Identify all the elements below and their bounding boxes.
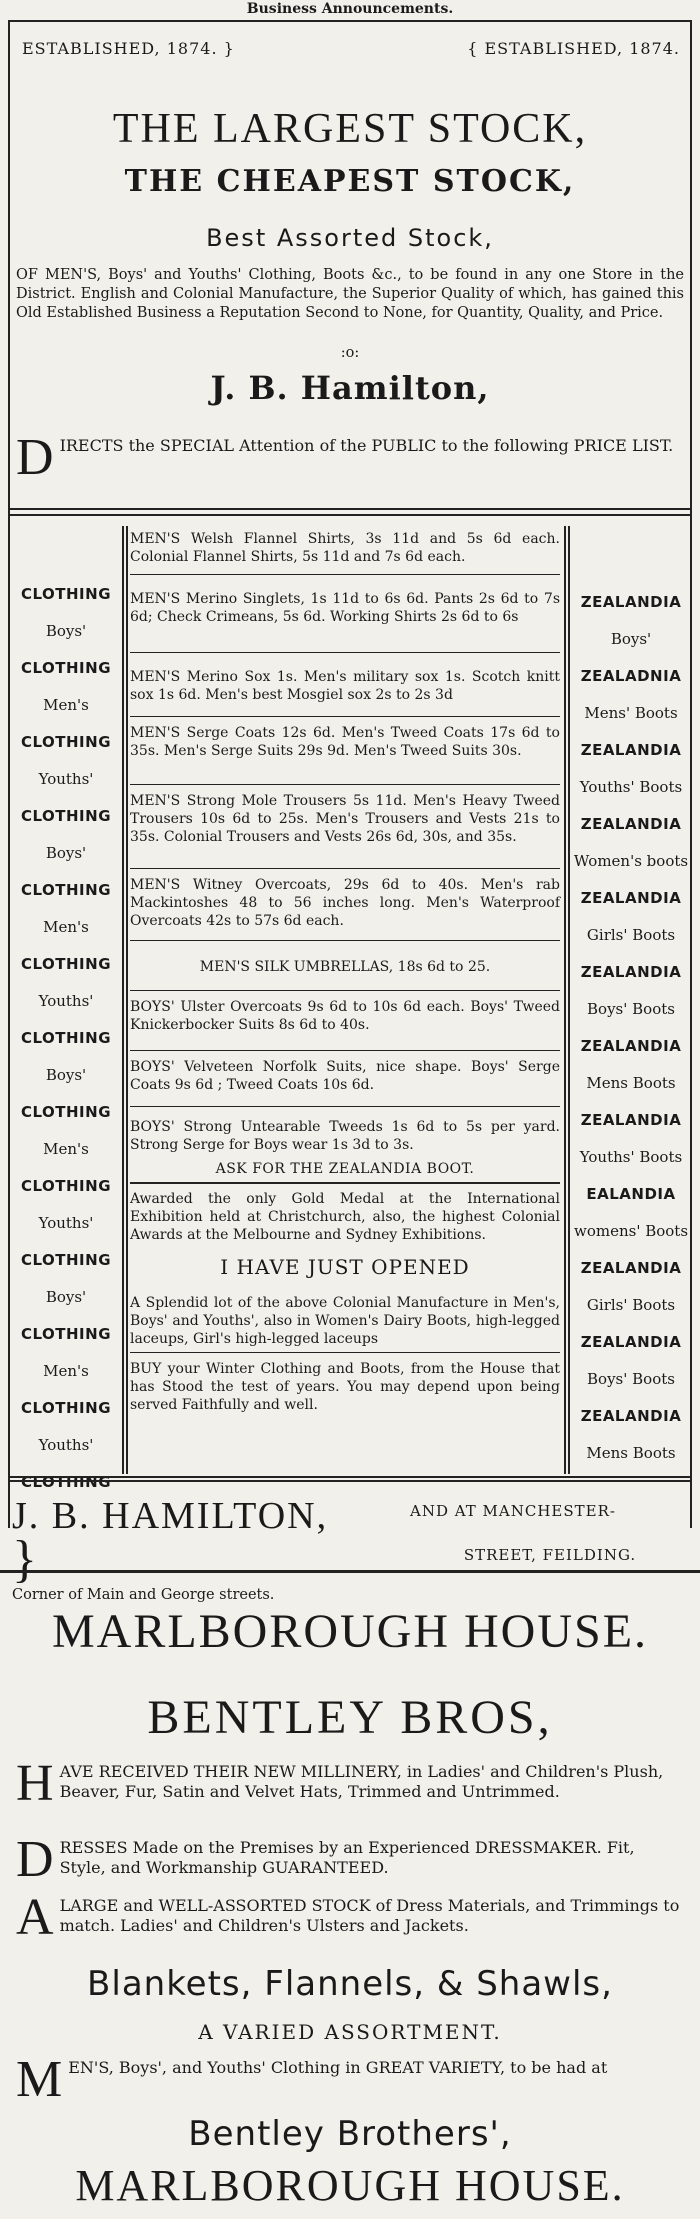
right-label: Youths' Boots bbox=[579, 778, 683, 796]
left-label: Youths' bbox=[38, 770, 94, 788]
item-rule bbox=[130, 716, 560, 717]
right-label: Boys' Boots bbox=[587, 1000, 675, 1018]
right-label: ZEALANDIA bbox=[580, 593, 682, 611]
item-rule bbox=[130, 990, 560, 991]
bentley-bros-name: BENTLEY BROS, bbox=[147, 1691, 553, 1744]
price-list-top-rule bbox=[8, 508, 692, 510]
dropcap-h: H bbox=[16, 1755, 54, 1812]
splendid-lot-paragraph: A Splendid lot of the above Colonial Manufacture in Men's, Boys' and Youths', also in Women's Dairy Boots, high-legged laceups, Girl's high-legged laceups bbox=[130, 1295, 560, 1347]
right-label: ZEALANDIA bbox=[580, 1333, 682, 1351]
price-item-mole-trousers: MEN'S Strong Mole Trousers 5s 11d. Men's Heavy Tweed Trousers 10s 6d to 25s. Men's Trousers and Vests 21s to 35s. Colonial Trousers and Vests 26s 6d, 30s, and 35s. bbox=[130, 793, 560, 845]
price-item-welsh-flannel: MEN'S Welsh Flannel Shirts, 3s 11d and 5s 6d each. Colonial Flannel Shirts, 5s 11d and 7s 6d each. bbox=[130, 531, 560, 565]
merchant-name: J. B. Hamilton, bbox=[210, 369, 490, 407]
right-label: ZEALANDIA bbox=[580, 1111, 682, 1129]
price-item-serge-coats: MEN'S Serge Coats 12s 6d. Men's Tweed Coats 17s 6d to 35s. Men's Serge Suits 29s 9d. Men's Tweed Suits 30s. bbox=[130, 725, 560, 759]
right-label: ZEALANDIA bbox=[580, 741, 682, 759]
item-rule bbox=[130, 940, 560, 941]
left-label: Youths' bbox=[38, 1214, 94, 1232]
price-item-ulster-overcoats: BOYS' Ulster Overcoats 9s 6d to 10s 6d each. Boys' Tweed Knickerbocker Suits 8s 6d to 40s. bbox=[130, 999, 560, 1033]
left-label: CLOTHING bbox=[20, 1399, 111, 1417]
left-column bbox=[10, 576, 122, 1501]
right-label: Boys' bbox=[610, 630, 652, 648]
marlborough-house-title: MARLBOROUGH HOUSE. bbox=[51, 1605, 649, 1658]
left-label: CLOTHING bbox=[20, 881, 111, 899]
price-col-right-rule bbox=[564, 526, 566, 1474]
right-label: Mens Boots bbox=[586, 1444, 676, 1462]
left-label: CLOTHING bbox=[20, 807, 111, 825]
dropcap-d2: D bbox=[16, 1831, 54, 1888]
established-right: { ESTABLISHED, 1874. bbox=[467, 39, 680, 58]
right-label: ZEALANDIA bbox=[580, 963, 682, 981]
right-label: Youths' Boots bbox=[579, 1148, 683, 1166]
right-label: Mens' Boots bbox=[584, 704, 678, 722]
left-label: CLOTHING bbox=[20, 1251, 111, 1269]
left-label: Men's bbox=[43, 1362, 89, 1380]
hamilton-footer-left bbox=[12, 1494, 362, 1605]
price-item-silk-umbrellas: MEN'S SILK UMBRELLAS, 18s 6d to 25. bbox=[199, 959, 491, 975]
right-label: Girls' Boots bbox=[586, 926, 676, 944]
left-label: CLOTHING bbox=[20, 659, 111, 677]
item-rule bbox=[130, 1106, 560, 1107]
price-item-norfolk-suits: BOYS' Velveteen Norfolk Suits, nice shape. Boys' Serge Coats 9s 6d ; Tweed Coats 10s 6d. bbox=[130, 1059, 560, 1093]
item-rule bbox=[130, 1182, 560, 1184]
right-label: ZEALANDIA bbox=[580, 1407, 682, 1425]
ad-border-right bbox=[690, 20, 692, 1528]
header-rule bbox=[8, 20, 692, 22]
blankets-heading: Blankets, Flannels, & Shawls, bbox=[87, 1964, 613, 2004]
right-label: ZEALANDIA bbox=[580, 815, 682, 833]
marlborough-house-bottom: MARLBOROUGH HOUSE. bbox=[75, 2161, 625, 2210]
dropcap-a: A bbox=[16, 1889, 54, 1946]
intro-paragraph: OF MEN'S, Boys' and Youths' Clothing, Boots &c., to be found in any one Store in the District. English and Colonial Manufacture, the Superior Quality of which, has gained this Old Established Business a Reputation Second to None, for Quantity, Quality, and Price. bbox=[16, 267, 684, 321]
right-label: Women's boots bbox=[573, 852, 689, 870]
right-label: Boys' Boots bbox=[587, 1370, 675, 1388]
millinery-paragraph: H AVE RECEIVED THEIR NEW MILLINERY, in Ladies' and Children's Plush, Beaver, Fur, Satin and Velvet Hats, Trimmed and Untrimmed. bbox=[16, 1755, 664, 1812]
price-list-top-rule-2 bbox=[8, 514, 692, 516]
right-label: Mens Boots bbox=[586, 1074, 676, 1092]
left-label: Youths' bbox=[38, 1436, 94, 1454]
price-item-merino-sox: MEN'S Merino Sox 1s. Men's military sox 1s. Scotch knitt sox 1s 6d. Men's best Mosgiel sox 2s to 2s 3d bbox=[130, 669, 560, 703]
left-label: Youths' bbox=[38, 992, 94, 1010]
price-col-left-rule-2 bbox=[126, 526, 128, 1474]
price-item-witney-overcoats: MEN'S Witney Overcoats, 29s 6d to 40s. Men's rab Mackintoshes 48 to 56 inches long. Men's Waterproof Overcoats 42s to 57s 6d each. bbox=[130, 877, 560, 929]
zealandia-boot-tagline: ASK FOR THE ZEALANDIA BOOT. bbox=[215, 1161, 475, 1177]
left-label: CLOTHING bbox=[20, 1325, 111, 1343]
footer-feilding: STREET, FEILDING. bbox=[463, 1546, 637, 1564]
item-rule bbox=[130, 652, 560, 653]
varied-assortment: A VARIED ASSORTMENT. bbox=[198, 2020, 502, 2044]
left-label: Men's bbox=[43, 696, 89, 714]
bentley-brothers: Bentley Brothers', bbox=[188, 2114, 512, 2154]
right-label: ZEALANDIA bbox=[580, 1037, 682, 1055]
hamilton-footer-right bbox=[410, 1500, 690, 1566]
price-col-right-rule-2 bbox=[568, 526, 570, 1474]
right-label: ZEALADNIA bbox=[580, 667, 682, 685]
left-label: CLOTHING bbox=[20, 585, 111, 603]
right-label: ZEALANDIA bbox=[580, 889, 682, 907]
price-list-bottom-rule bbox=[8, 1476, 692, 1478]
item-rule bbox=[130, 868, 560, 869]
item-rule bbox=[130, 784, 560, 785]
price-list-bottom-rule-2 bbox=[8, 1480, 692, 1482]
directs-paragraph: D IRECTS the SPECIAL Attention of the PUBLIC to the following PRICE LIST. bbox=[16, 429, 674, 486]
right-label: Girls' Boots bbox=[586, 1296, 676, 1314]
footer-manchester: AND AT MANCHESTER- bbox=[410, 1502, 616, 1520]
left-label: Boys' bbox=[45, 844, 87, 862]
gold-medal-paragraph: Awarded the only Gold Medal at the International Exhibition held at Christchurch, also, the highest Colonial Awards at the Melbourne and Sydney Exhibitions. bbox=[130, 1191, 560, 1243]
stock-paragraph: A LARGE and WELL-ASSORTED STOCK of Dress Materials, and Trimmings to match. Ladies' and Children's Ulsters and Jackets. bbox=[16, 1889, 680, 1946]
left-label: CLOTHING bbox=[20, 733, 111, 751]
right-label: ZEALANDIA bbox=[580, 1259, 682, 1277]
item-rule bbox=[130, 1050, 560, 1051]
right-column bbox=[572, 584, 690, 1472]
price-col-left-rule bbox=[122, 526, 124, 1474]
dropcap-d: D bbox=[16, 429, 54, 486]
separator: :o: bbox=[340, 345, 360, 361]
price-list bbox=[130, 530, 560, 1474]
left-label: Boys' bbox=[45, 622, 87, 640]
footer-address: Corner of Main and George streets. bbox=[12, 1587, 275, 1603]
left-label: CLOTHING bbox=[20, 1029, 111, 1047]
item-rule bbox=[130, 1352, 560, 1353]
left-label: Boys' bbox=[45, 1066, 87, 1084]
left-label: CLOTHING bbox=[20, 955, 111, 973]
just-opened-heading: I HAVE JUST OPENED bbox=[220, 1255, 470, 1279]
headline-largest-stock: THE LARGEST STOCK, bbox=[112, 106, 588, 152]
left-label: CLOTHING bbox=[20, 1473, 111, 1491]
item-rule bbox=[130, 574, 560, 575]
price-item-untearable-tweeds: BOYS' Strong Untearable Tweeds 1s 6d to 5s per yard. Strong Serge for Boys wear 1s 3d to 3s. bbox=[130, 1119, 560, 1153]
left-label: CLOTHING bbox=[20, 1103, 111, 1121]
right-label: womens' Boots bbox=[573, 1222, 689, 1240]
headline-cheapest-stock: THE CHEAPEST STOCK, bbox=[124, 164, 576, 199]
left-label: Boys' bbox=[45, 1288, 87, 1306]
dresses-paragraph: D RESSES Made on the Premises by an Experienced DRESSMAKER. Fit, Style, and Workmanship GUARANTEED. bbox=[16, 1831, 635, 1888]
mens-clothing-paragraph: M EN'S, Boys', and Youths' Clothing in GREAT VARIETY, to be had at bbox=[16, 2051, 608, 2108]
winter-clothing-paragraph: BUY your Winter Clothing and Boots, from the House that has Stood the test of years. You may depend upon being served Faithfully and well. bbox=[130, 1361, 560, 1413]
left-label: CLOTHING bbox=[20, 1177, 111, 1195]
ad-divider bbox=[0, 1570, 700, 1573]
dropcap-m: M bbox=[16, 2051, 63, 2108]
right-label: EALANDIA bbox=[586, 1185, 676, 1203]
price-item-merino-singlets: MEN'S Merino Singlets, 1s 11d to 6s 6d. Pants 2s 6d to 7s 6d; Check Crimeans, 5s 6d. Working Shirts 2s 6d to 6s bbox=[130, 591, 560, 625]
left-label: Men's bbox=[43, 918, 89, 936]
left-label: Men's bbox=[43, 1140, 89, 1158]
footer-name: J. B. HAMILTON, } bbox=[12, 1495, 329, 1588]
established-left: ESTABLISHED, 1874. } bbox=[22, 39, 235, 58]
headline-best-assorted: Best Assorted Stock, bbox=[206, 224, 494, 252]
section-title: Business Announcements. bbox=[246, 1, 454, 17]
